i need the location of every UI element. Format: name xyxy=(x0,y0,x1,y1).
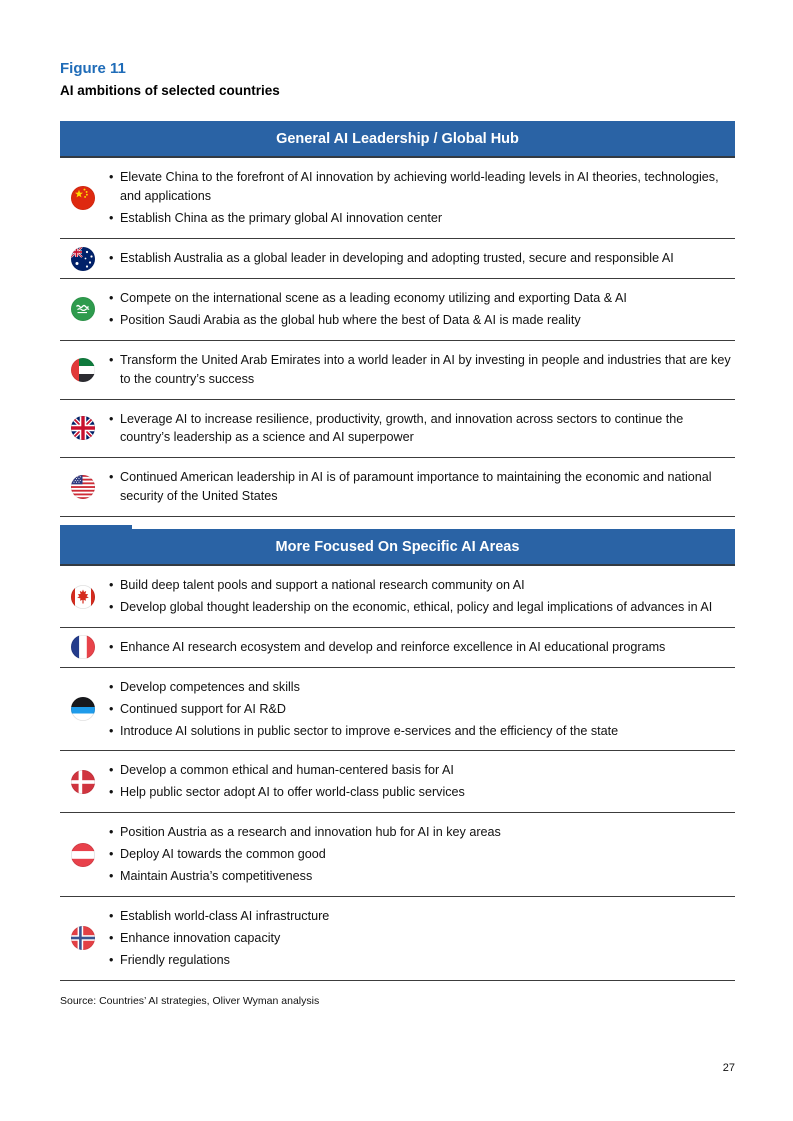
denmark-flag-icon xyxy=(71,770,95,794)
bullet-item: • Develop a common ethical and human-centered basis for AI xyxy=(120,761,733,780)
flag-cell xyxy=(60,186,106,210)
source-note: Source: Countries’ AI strategies, Oliver Wyman analysis xyxy=(60,994,320,1007)
flag-cell xyxy=(60,247,106,271)
bullet-list-container xyxy=(106,286,735,333)
bullet-list-container xyxy=(106,675,735,744)
country-row-us xyxy=(60,458,735,517)
austria-flag-icon xyxy=(71,843,95,867)
bullet-item: • Establish Australia as a global leader in developing and adopting trusted, secure and responsible AI xyxy=(120,249,733,268)
figure-title: AI ambitions of selected countries xyxy=(60,83,280,99)
bullet-item: • Establish China as the primary global AI innovation center xyxy=(120,209,733,228)
country-row-saudi-arabia xyxy=(60,279,735,341)
bullet-item: • Continued American leadership in AI is of paramount importance to maintaining the economic and national security of the United States xyxy=(120,468,733,506)
bullet-list-container xyxy=(106,820,735,889)
flag-cell xyxy=(60,297,106,321)
bullet-list-container xyxy=(106,904,735,973)
bullet-list-container xyxy=(106,348,735,392)
bullet-list-container xyxy=(106,407,735,451)
bullet-list-container xyxy=(106,246,735,271)
bullet-item: • Elevate China to the forefront of AI innovation by achieving world-leading levels in AI theories, technologies, and applications xyxy=(120,168,733,206)
country-row-austria xyxy=(60,813,735,897)
flag-cell xyxy=(60,843,106,867)
canada-flag-icon xyxy=(71,585,95,609)
bullet-item: • Maintain Austria’s competitiveness xyxy=(120,867,733,886)
bullet-list-container xyxy=(106,465,735,509)
country-row-denmark xyxy=(60,751,735,813)
flag-cell xyxy=(60,585,106,609)
bullet-item: • Enhance innovation capacity xyxy=(120,929,733,948)
flag-cell xyxy=(60,697,106,721)
france-flag-icon xyxy=(71,635,95,659)
country-row-estonia xyxy=(60,668,735,752)
page-number: 27 xyxy=(722,1062,735,1074)
flag-cell xyxy=(60,416,106,440)
section-header-general-ai-leadership: General AI Leadership / Global Hub xyxy=(60,121,735,158)
bullet-item: • Leverage AI to increase resilience, productivity, growth, and innovation across sectors to continue the country’s leadership as a science and AI superpower xyxy=(120,410,733,448)
uae-flag-icon xyxy=(71,358,95,382)
bullet-list-container xyxy=(106,758,735,805)
bullet-item: • Compete on the international scene as a leading economy utilizing and exporting Data & AI xyxy=(120,289,733,308)
bullet-item: • Help public sector adopt AI to offer world-class public services xyxy=(120,783,733,802)
bullet-item: • Develop competences and skills xyxy=(120,678,733,697)
section-header-more-focused: More Focused On Specific AI Areas xyxy=(60,529,735,566)
country-row-uae xyxy=(60,341,735,400)
estonia-flag-icon xyxy=(71,697,95,721)
norway-flag-icon xyxy=(71,926,95,950)
figure-content xyxy=(60,60,735,1008)
country-row-uk xyxy=(60,400,735,459)
china-flag-icon xyxy=(71,186,95,210)
section-1-rows xyxy=(60,158,735,517)
country-row-france xyxy=(60,628,735,668)
bullet-item: • Transform the United Arab Emirates into a world leader in AI by investing in people and industries that are key to the country’s success xyxy=(120,351,733,389)
australia-flag-icon xyxy=(71,247,95,271)
country-row-australia xyxy=(60,239,735,279)
flag-cell xyxy=(60,475,106,499)
bullet-list-container xyxy=(106,635,735,660)
bullet-item: • Develop global thought leadership on the economic, ethical, policy and legal implications of advances in AI xyxy=(120,598,733,617)
section-2-rows xyxy=(60,566,735,980)
flag-cell xyxy=(60,635,106,659)
country-row-canada xyxy=(60,566,735,628)
figure-label: Figure 11 xyxy=(60,60,126,77)
bullet-item: • Deploy AI towards the common good xyxy=(120,845,733,864)
flag-cell xyxy=(60,770,106,794)
bullet-list-container xyxy=(106,165,735,231)
flag-cell xyxy=(60,926,106,950)
bullet-item: • Introduce AI solutions in public sector to improve e-services and the efficiency of the state xyxy=(120,722,733,741)
bullet-item: • Continued support for AI R&D xyxy=(120,700,733,719)
bullet-item: • Position Austria as a research and innovation hub for AI in key areas xyxy=(120,823,733,842)
bullet-item: • Friendly regulations xyxy=(120,951,733,970)
country-row-norway xyxy=(60,897,735,981)
bullet-item: • Enhance AI research ecosystem and develop and reinforce excellence in AI educational programs xyxy=(120,638,733,657)
bullet-item: • Build deep talent pools and support a national research community on AI xyxy=(120,576,733,595)
country-row-china xyxy=(60,158,735,239)
saudi-arabia-flag-icon xyxy=(71,297,95,321)
flag-cell xyxy=(60,358,106,382)
uk-flag-icon xyxy=(71,416,95,440)
bullet-item: • Establish world-class AI infrastructure xyxy=(120,907,733,926)
us-flag-icon xyxy=(71,475,95,499)
bullet-item: • Position Saudi Arabia as the global hub where the best of Data & AI is made reality xyxy=(120,311,733,330)
bullet-list-container xyxy=(106,573,735,620)
